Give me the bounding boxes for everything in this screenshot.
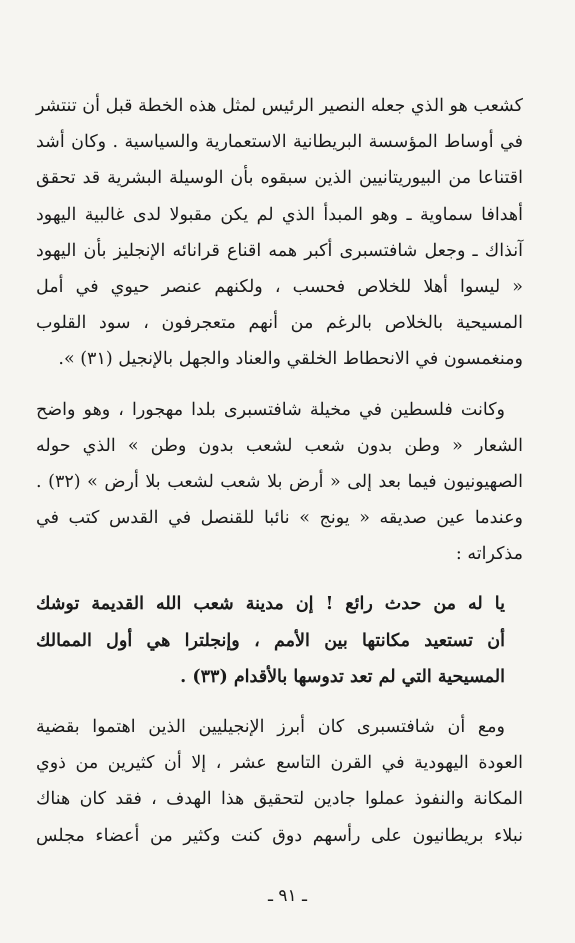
paragraph-4 bbox=[36, 709, 523, 854]
text-line: مذكراته : bbox=[455, 544, 523, 565]
quote-line: يا له من حدث رائع ! إن مدينة شعب الله القديمة توشك bbox=[36, 594, 505, 615]
block-quote bbox=[36, 586, 523, 695]
paragraph-2 bbox=[36, 392, 523, 573]
text-line: المسيحية بالخلاص بالرغم من أنهم متعجرفون ، سود القلوب bbox=[36, 313, 523, 334]
text-line: وعندما عين صديقه « يونج » نائبا للقنصل في القدس كتب في bbox=[36, 508, 523, 529]
quote-line: أن تستعيد مكانتها بين الأمم ، وإنجلترا هي أول الممالك bbox=[36, 630, 505, 651]
text-line: كشعب هو الذي جعله النصير الرئيس لمثل هذه الخطة قبل أن تنتشر bbox=[36, 96, 523, 116]
text-line: في أوساط المؤسسة البريطانية الاستعمارية والسياسية . وكان أشد bbox=[36, 132, 523, 153]
text-line: العودة اليهودية في القرن التاسع عشر ، إلا أن كثيرين من ذوي bbox=[36, 753, 523, 774]
text-line: آنذاك ـ وجعل شافتسبرى أكبر همه اقناع قرانائه الإنجليز بأن اليهود bbox=[36, 240, 523, 261]
text-line: نبلاء بريطانيون على رأسهم دوق كنت وكثير من أعضاء مجلس bbox=[36, 825, 523, 846]
text-line: وكانت فلسطين في مخيلة شافتسبرى بلدا مهجورا ، وهو واضح bbox=[36, 399, 505, 420]
text-line: الشعار « وطن بدون شعب لشعب بدون وطن » الذي حوله bbox=[36, 435, 523, 456]
text-line: « ليسوا أهلا للخلاص فحسب ، ولكنهم عنصر حيوي في أمل bbox=[36, 276, 523, 297]
quote-line: المسيحية التي لم تعد تدوسها بالأقدام (٣٣) . bbox=[180, 666, 505, 687]
body-text bbox=[36, 88, 523, 854]
text-line: المكانة والنفوذ عملوا جادين لتحقيق هذا الهدف ، فقد كان هناك bbox=[36, 789, 523, 810]
paragraph-1 bbox=[36, 88, 523, 378]
text-line: ومنغمسون في الانحطاط الخلقي والعناد والجهل بالإنجيل (٣١) ». bbox=[58, 349, 523, 370]
page-number: ـ ٩١ ـ bbox=[267, 886, 308, 906]
text-line: الصهيونيون فيما بعد إلى « أرض بلا شعب لشعب بلا أرض » (٣٢) . bbox=[36, 471, 523, 492]
text-line: اقتناعا من البيوريتانيين الذين سبقوه بأن الوسيلة البشرية قد تحقق bbox=[36, 168, 523, 189]
text-line: أهدافا سماوية ـ وهو المبدأ الذي لم يكن مقبولا لدى غالبية اليهود bbox=[36, 204, 523, 225]
text-line: ومع أن شافتسبرى كان أبرز الإنجيليين الذين اهتموا بقضية bbox=[36, 717, 505, 737]
